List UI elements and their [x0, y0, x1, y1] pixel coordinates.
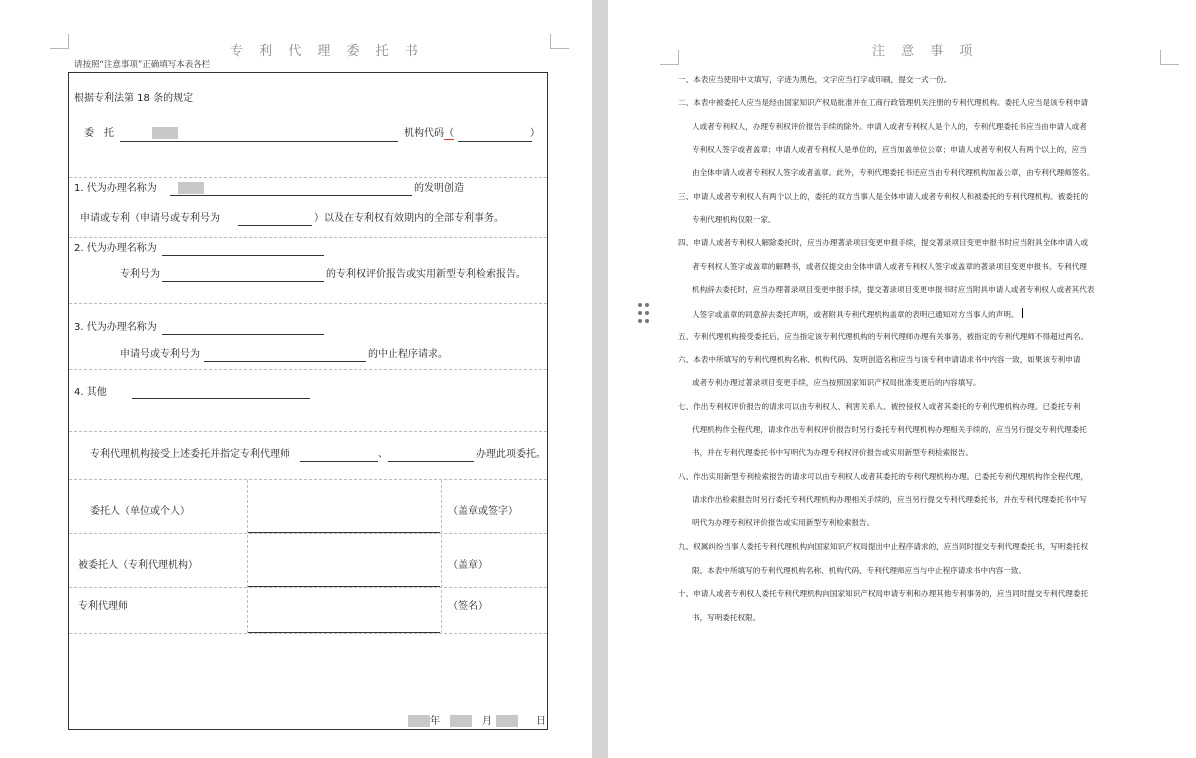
notice-line: 请求作出检索报告时另行委托专利代理机构办理相关手续的，应当另行提交专利代理委托书，并在专利代理委托书中写: [692, 495, 1087, 504]
form-title: 专 利 代 理 委 托 书: [230, 44, 424, 59]
principal-label: 委 托: [84, 128, 114, 139]
page-gutter: [592, 0, 608, 758]
notice-line: 四、申请人或者专利权人解除委托时，应当办理著录项目变更申报手续，提交著录项目变更申报书时应当附具全体申请人或: [678, 238, 1089, 247]
redacted-field: [152, 127, 178, 139]
acceptance-separator: 、: [378, 449, 388, 460]
principal-signature-note: （盖章或签字）: [448, 506, 518, 517]
section2-line2-prefix: 专利号为: [120, 269, 160, 280]
notice-line: 书，并在专利代理委托书中写明代为办理专利权评价报告或实用新型专利检索报告。: [692, 448, 973, 457]
legal-basis: 根据专利法第 18 条的规定: [74, 93, 194, 104]
drag-handle-icon[interactable]: [638, 303, 652, 325]
column-divider: [247, 480, 248, 633]
day-field[interactable]: [496, 715, 518, 727]
principal-signature-label: 委托人（单位或个人）: [90, 506, 190, 517]
notice-line: 由全体申请人或者专利权人签字或者盖章。此外，专利代理委托书还应当由专利代理机构加盖公章，由专利代理师签名。: [692, 168, 1095, 177]
notice-line: 七、作出专利权评价报告的请求可以由专利权人、利害关系人、被控侵权人或者其委托的专利代理机构办理。已委托专利: [678, 402, 1081, 411]
section4-label: 4. 其他: [74, 387, 107, 398]
notice-line: 机构辞去委托时，应当办理著录项目变更申报手续，提交著录项目变更申报书时应当附具申请人或者专利权人或者其代表: [692, 285, 1095, 294]
row-divider: [69, 369, 547, 370]
section3-line1-prefix: 3. 代为办理名称为: [74, 322, 157, 333]
attorney-signature-label: 专利代理师: [78, 601, 128, 612]
notice-line: 一、本表应当使用中文填写，字迹为黑色，文字应当打字或印刷，提交一式一份。: [678, 75, 952, 84]
notice-line: 二、本表中被委托人应当是经由国家知识产权局批准并在工商行政管理机关注册的专利代理机构。委托人应当是该专利申请: [678, 98, 1089, 107]
notice-line: 五、专利代理机构接受委托后，应当指定该专利代理机构的专利代理师办理有关事务，被指定的专利代理师不得超过两名。: [678, 332, 1089, 341]
other-matters-field[interactable]: [132, 398, 310, 399]
principal-signature-field[interactable]: [248, 532, 440, 533]
agent-signature-note: （盖章）: [448, 560, 488, 571]
fill-instruction-note: 请按照“注意事项”正确填写本表各栏: [74, 60, 211, 70]
crop-mark: [550, 34, 569, 49]
attorney-signature-field[interactable]: [248, 632, 440, 633]
invention-name-field[interactable]: [170, 195, 412, 196]
notice-line: 十、申请人或者专利权人委托专利代理机构向国家知识产权局申请专利和办理其他专利事务的，应当同时提交专利代理委托: [678, 589, 1089, 598]
notice-line: 三、申请人或者专利权人有两个以上的，委托的双方当事人是全体申请人或者专利权人和被委托的专利代理机构。被委托的: [678, 192, 1089, 201]
section1-line1-suffix: 的发明创造: [414, 183, 464, 194]
notice-line: 六、本表中所填写的专利代理机构名称、机构代码、发明创造名称应当与该专利申请请求书中内容一致，如果该专利申请: [678, 355, 1081, 364]
row-divider: [69, 587, 547, 588]
agency-code-field[interactable]: [458, 141, 532, 142]
agency-code-label: 机构代码（: [404, 128, 454, 139]
attorney-signature-note: （签名）: [448, 601, 488, 612]
row-divider: [69, 633, 547, 634]
section3-number-field[interactable]: [204, 361, 366, 362]
redacted-field: [178, 182, 204, 194]
section2-name-field[interactable]: [162, 255, 324, 256]
application-number-field[interactable]: [238, 225, 312, 226]
row-divider: [69, 237, 547, 238]
notice-line: 明代为办理专利权评价报告或实用新型专利检索报告。: [692, 518, 875, 527]
row-divider: [69, 303, 547, 304]
row-divider: [69, 431, 547, 432]
section3-line2-suffix: 的中止程序请求。: [368, 349, 448, 360]
notice-line: 专利权人签字或者盖章；申请人或者专利权人是单位的，应当加盖单位公章；申请人或者专利权人有两个以上的，应当: [692, 145, 1087, 154]
notice-line: 代理机构作全程代理，请求作出专利权评价报告时另行委托专利代理机构办理相关手续的，应当另行提交专利代理委托: [692, 425, 1087, 434]
section1-line2-suffix: ）以及在专利权有效期内的全部专利事务。: [314, 213, 504, 224]
acceptance-suffix: 办理此项委托。: [476, 449, 546, 460]
notice-line: 八、作出实用新型专利检索报告的请求可以由专利权人或者其委托的专利代理机构办理。已委托专利代理机构作全程代理，: [678, 472, 1089, 481]
notice-line: 人或者专利权人，办理专利权评价报告手续的除外。申请人或者专利权人是个人的，专利代理委托书应当由申请人或者: [692, 122, 1087, 131]
section3-name-field[interactable]: [162, 334, 324, 335]
column-divider: [441, 480, 442, 633]
notice-title: 注 意 事 项: [872, 44, 979, 59]
notice-line: 书，写明委托权限。: [692, 613, 761, 622]
section2-line2-suffix: 的专利权评价报告或实用新型专利检索报告。: [326, 269, 526, 280]
acceptance-prefix: 专利代理机构接受上述委托并指定专利代理师: [90, 449, 290, 460]
section2-line1-prefix: 2. 代为办理名称为: [74, 243, 157, 254]
month-field[interactable]: [450, 715, 472, 727]
section1-line2-prefix: 申请或专利（申请号或专利号为: [80, 213, 220, 224]
left-page: [0, 0, 592, 758]
year-field[interactable]: [408, 715, 430, 727]
date-month-label: 月: [482, 716, 492, 727]
patent-attorney-2-field[interactable]: [388, 461, 474, 462]
section1-line1-prefix: 1. 代为办理名称为: [74, 183, 157, 194]
crop-mark: [660, 50, 679, 65]
row-divider: [69, 177, 547, 178]
section3-line2-prefix: 申请号或专利号为: [120, 349, 200, 360]
crop-mark: [1160, 50, 1179, 65]
crop-mark: [50, 34, 69, 49]
row-divider: [69, 479, 547, 480]
notice-line: 或者专利办理过著录项目变更手续，应当按照国家知识产权局批准变更后的内容填写。: [692, 378, 981, 387]
notice-line: 限。本表中所填写的专利代理机构名称、机构代码、专利代理师应当与中止程序请求书中内容一致。: [692, 566, 1027, 575]
notice-line: 者专利权人签字或盖章的解聘书，或者仅提交由全体申请人或者专利权人签字或盖章的著录项目变更申报书。专利代理: [692, 262, 1087, 271]
principal-name-field[interactable]: [120, 141, 398, 142]
agent-signature-label: 被委托人（专利代理机构）: [78, 560, 198, 571]
notice-line: 人签字或盖章的同意辞去委托声明，或者附具专利代理机构盖章的表明已通知对方当事人的声明。: [692, 308, 1023, 320]
text-cursor: [1022, 308, 1023, 318]
section2-patent-number-field[interactable]: [162, 281, 324, 282]
row-divider: [69, 533, 547, 534]
agency-code-close: ）: [530, 128, 540, 139]
notice-line: 专利代理机构仅限一家。: [692, 215, 776, 224]
date-day-label: 日: [536, 716, 546, 727]
agent-signature-field[interactable]: [248, 586, 440, 587]
notice-line: 九、权属纠纷当事人委托专利代理机构向国家知识产权局提出中止程序请求的，应当同时提交专利代理委托书，写明委托权: [678, 542, 1089, 551]
patent-attorney-1-field[interactable]: [300, 461, 378, 462]
date-year-label: 年: [430, 716, 440, 727]
